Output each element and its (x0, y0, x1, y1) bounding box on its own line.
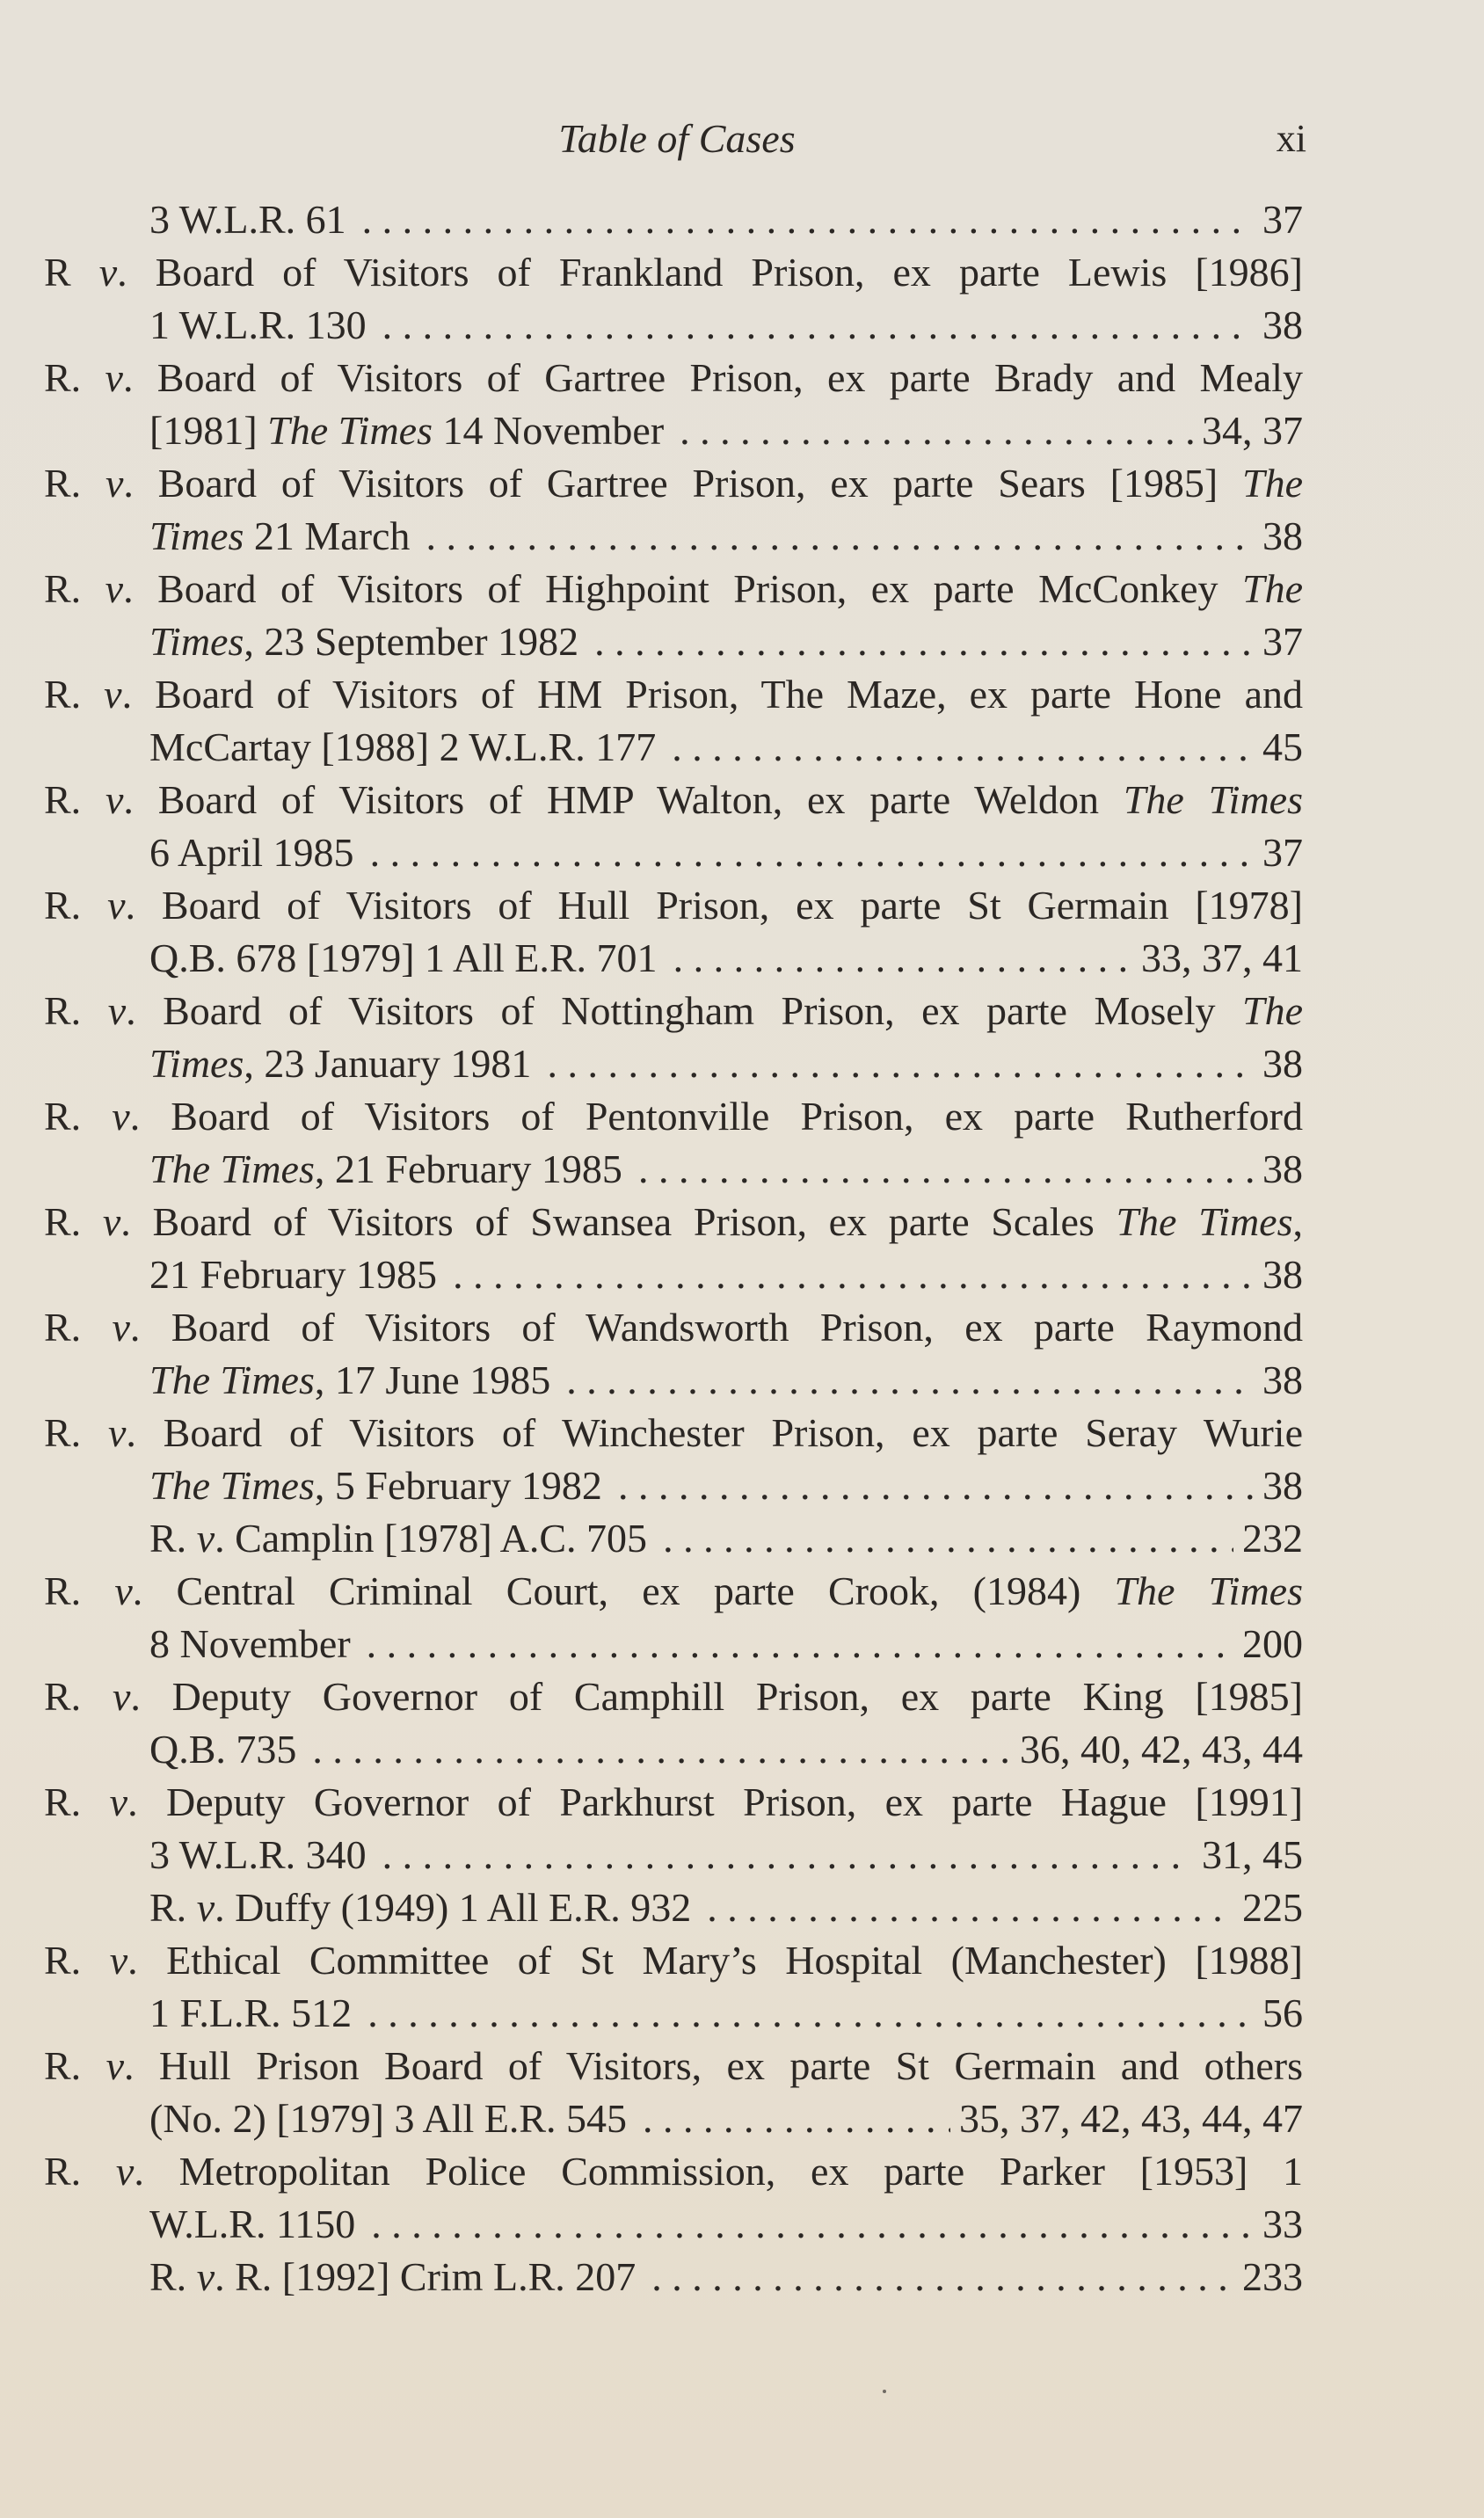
case-entry (44, 563, 1303, 668)
case-text: v (196, 1516, 215, 1561)
case-text: . Camplin [1978] A.C. 705 (215, 1516, 648, 1561)
case-text: v (105, 566, 124, 611)
case-line (44, 2040, 1303, 2092)
case-citation (149, 826, 354, 879)
case-text: . Board of Visitors of Pentonville Prison, ex parte Rutherford (129, 1094, 1303, 1139)
case-text: . Metropolitan Police Commission, ex parte Parker [1953] 1 (134, 2149, 1303, 2194)
running-title: Table of Cases (558, 116, 796, 161)
case-text: R. (44, 2043, 106, 2088)
case-line-with-pages (149, 2092, 1303, 2145)
dot-leader (643, 2092, 950, 2145)
case-text: R. (44, 566, 105, 611)
case-text: 3 W.L.R. 61 (149, 197, 346, 242)
case-entry (44, 2040, 1303, 2145)
case-entry (44, 879, 1303, 985)
case-text: [1981] (149, 408, 268, 453)
case-entry (44, 457, 1303, 563)
case-text: R. (149, 2254, 197, 2299)
case-citation (149, 1829, 367, 1881)
page-references: 31, 45 (1202, 1832, 1303, 1877)
case-citation (149, 2198, 355, 2251)
case-citation (149, 1512, 647, 1565)
case-citation (149, 1987, 352, 2040)
case-citation (149, 1354, 550, 1407)
case-text: The (1242, 566, 1303, 611)
case-text: . Hull Prison Board of Visitors, ex parte St Germain and others (124, 2043, 1303, 2088)
case-line-with-pages (149, 1037, 1303, 1090)
page-references: 37 (1262, 619, 1303, 664)
case-text: 3 W.L.R. 340 (149, 1832, 367, 1877)
page-number: xi (1276, 117, 1306, 160)
dot-leader (382, 1829, 1193, 1881)
case-line-with-pages (149, 2251, 1303, 2303)
case-text: v (109, 1938, 128, 1983)
case-text: v (102, 1199, 121, 1244)
case-text: . Deputy Governor of Parkhurst Prison, ex parte Hague [1991] (127, 1779, 1304, 1824)
case-line (44, 668, 1303, 721)
case-citation (149, 1143, 622, 1196)
case-citation (149, 721, 656, 774)
case-text: . Board of Visitors of Frankland Prison, ex parte Lewis [1986] (117, 250, 1303, 295)
case-text: R. (44, 1674, 113, 1719)
case-text: R. (44, 883, 108, 928)
case-text: . Board of Visitors of Swansea Prison, ex parte Scales (120, 1199, 1117, 1244)
case-text: . Board of Visitors of Highpoint Prison, ex parte McConkey (123, 566, 1242, 611)
case-text: The (1241, 988, 1303, 1033)
case-line-with-pages (149, 1459, 1303, 1512)
case-line (44, 1776, 1304, 1829)
case-text: R. (44, 1305, 113, 1350)
case-text: (No. 2) [1979] 3 All E.R. 545 (149, 2096, 628, 2141)
case-line-with-pages (149, 1354, 1303, 1407)
dot-leader (312, 1723, 1011, 1776)
case-text: , 17 June 1985 (314, 1357, 551, 1402)
case-text: R. (44, 1938, 110, 1983)
case-text: The Times (1123, 777, 1304, 822)
case-line-with-pages (149, 1987, 1303, 2040)
case-text: . R. [1992] Crim L.R. 207 (215, 2254, 637, 2299)
case-entry (44, 1090, 1303, 1196)
case-citation (149, 2092, 627, 2145)
case-text: v (105, 461, 124, 506)
case-entry (44, 985, 1303, 1090)
case-line (44, 246, 1303, 299)
case-line (44, 774, 1304, 826)
case-text: Times (149, 619, 244, 664)
case-text: v (112, 1305, 130, 1350)
case-text: v (114, 1568, 133, 1613)
case-line-with-pages (149, 1618, 1303, 1670)
case-text: v (112, 1674, 131, 1719)
case-text: The Times (267, 408, 433, 453)
case-entry (44, 774, 1303, 879)
case-text: v (105, 355, 123, 400)
case-entry (44, 1881, 1303, 1934)
case-text: v (107, 1410, 127, 1455)
case-text: . Board of Visitors of HMP Walton, ex parte Weldon (123, 777, 1124, 822)
case-citation (149, 1459, 602, 1512)
case-entry (44, 1670, 1303, 1776)
case-line (44, 985, 1303, 1037)
case-text: Times (149, 513, 244, 558)
case-text: R. (44, 988, 108, 1033)
case-line (44, 1407, 1303, 1459)
page-references: 38 (1262, 1252, 1303, 1297)
case-text: v (105, 2043, 124, 2088)
case-text: . Board of Visitors of Nottingham Prison, ex parte Mosely (126, 988, 1242, 1033)
dot-leader (680, 404, 1193, 457)
case-text: R. (149, 1885, 197, 1930)
case-text: R. (44, 1779, 110, 1824)
case-citation (149, 1881, 691, 1934)
dot-leader (547, 1037, 1254, 1090)
case-text: 21 March (244, 513, 411, 558)
case-text: . Deputy Governor of Camphill Prison, ex parte King [1985] (130, 1674, 1303, 1719)
case-text: . Board of Visitors of Hull Prison, ex parte St Germain [1978] (125, 883, 1303, 928)
dot-leader (566, 1354, 1254, 1407)
case-entry (44, 1776, 1303, 1881)
case-text: R. (149, 1516, 197, 1561)
case-text: W.L.R. 1150 (149, 2201, 356, 2246)
case-line-with-pages (149, 1829, 1303, 1881)
case-line (44, 1090, 1303, 1143)
case-entry (44, 668, 1303, 774)
page-references: 34, 37 (1202, 408, 1303, 453)
dot-leader (453, 1248, 1254, 1301)
case-text: , 23 January 1981 (244, 1041, 532, 1086)
case-line-with-pages (149, 193, 1303, 246)
case-entry (44, 1407, 1303, 1512)
case-line-with-pages (149, 932, 1303, 985)
case-entry (44, 2251, 1303, 2303)
case-text: v (112, 1094, 130, 1139)
page-references: 36, 40, 42, 43, 44 (1020, 1727, 1303, 1772)
dot-leader (426, 510, 1254, 563)
case-line (44, 1301, 1303, 1354)
case-text: The Times (1116, 1199, 1293, 1244)
case-citation (149, 404, 664, 457)
page-references: 33 (1262, 2201, 1303, 2246)
case-entry (44, 2145, 1303, 2251)
case-entry (44, 1512, 1303, 1565)
case-text: The (1242, 461, 1303, 506)
case-text: , 5 February 1982 (314, 1463, 602, 1508)
case-citation (149, 1618, 351, 1670)
page-references: 35, 37, 42, 43, 44, 47 (959, 2096, 1303, 2141)
dot-leader (367, 1618, 1233, 1670)
page-references: 233 (1242, 2254, 1303, 2299)
dot-leader (362, 193, 1254, 246)
case-entry (44, 352, 1303, 457)
page-references: 38 (1262, 1146, 1303, 1191)
case-text: R. (44, 777, 105, 822)
case-line-with-pages (149, 299, 1303, 352)
case-text: . Board of Visitors of Gartree Prison, ex parte Brady and Mealy (122, 355, 1304, 400)
dot-leader (367, 1987, 1254, 2040)
table-of-cases-list (44, 193, 1303, 2303)
dot-leader (370, 826, 1254, 879)
case-text: R. (44, 355, 105, 400)
case-text: v (107, 988, 127, 1033)
case-line-with-pages (149, 510, 1303, 563)
case-text: R. (44, 461, 105, 506)
case-text: v (196, 2254, 215, 2299)
case-text: v (109, 1779, 128, 1824)
case-citation (149, 1037, 531, 1090)
page-references: 225 (1242, 1885, 1303, 1930)
case-text: 6 April 1985 (149, 830, 354, 875)
case-line-with-pages (149, 826, 1303, 879)
case-text: McCartay [1988] 2 W.L.R. 177 (149, 724, 657, 769)
case-text: 1 F.L.R. 512 (149, 1990, 353, 2035)
case-text: . Ethical Committee of St Mary’s Hospital (Manchester) [1988] (127, 1938, 1303, 1983)
case-text: , 23 September 1982 (244, 619, 579, 664)
case-text: Times (149, 1041, 244, 1086)
case-text: Q.B. 678 [1979] 1 All E.R. 701 (149, 935, 658, 980)
case-entry (44, 1565, 1303, 1670)
case-text: . Board of Visitors of Winchester Prison, ex parte Seray Wurie (126, 1410, 1303, 1455)
page-references: 38 (1262, 1041, 1303, 1086)
case-citation (149, 1248, 437, 1301)
case-line-with-pages (149, 1512, 1303, 1565)
case-text: v (196, 1885, 215, 1930)
case-line-with-pages (149, 1248, 1303, 1301)
case-line-with-pages (149, 1143, 1303, 1196)
case-text: The Times (149, 1357, 315, 1402)
case-text: R. (44, 2149, 116, 2194)
case-text: v (98, 250, 118, 295)
case-text: . Board of Visitors of Wandsworth Prison, ex parte Raymond (129, 1305, 1303, 1350)
case-text: . Board of Visitors of HM Prison, The Maze, ex parte Hone and (121, 672, 1303, 717)
case-citation (149, 299, 367, 352)
case-line-with-pages (149, 2198, 1303, 2251)
case-text: 1 W.L.R. 130 (149, 302, 367, 347)
page-references: 33, 37, 41 (1141, 935, 1303, 980)
case-line (44, 1670, 1303, 1723)
case-text: 8 November (149, 1621, 351, 1666)
case-text: , (1292, 1199, 1303, 1244)
case-citation (149, 1723, 296, 1776)
case-text: . Duffy (1949) 1 All E.R. 932 (215, 1885, 692, 1930)
page-references: 37 (1262, 830, 1303, 875)
dot-leader (651, 2251, 1233, 2303)
case-text: v (107, 883, 126, 928)
case-line-with-pages (149, 721, 1303, 774)
case-line (44, 457, 1303, 510)
page-references: 38 (1262, 302, 1303, 347)
case-line (44, 1565, 1303, 1618)
dot-leader (618, 1459, 1254, 1512)
case-entry (44, 1934, 1303, 2040)
page-references: 37 (1262, 197, 1303, 242)
case-line-with-pages (149, 615, 1303, 668)
case-text: v (104, 672, 122, 717)
dot-leader (371, 2198, 1254, 2251)
case-line (44, 563, 1303, 615)
case-entry (44, 1196, 1303, 1301)
case-citation (149, 615, 578, 668)
dot-leader (672, 721, 1254, 774)
case-line (44, 1934, 1303, 1987)
page-references: 38 (1262, 1463, 1303, 1508)
case-text: R. (44, 1199, 103, 1244)
case-entry (44, 246, 1303, 352)
case-line (44, 1196, 1303, 1248)
case-text: R (44, 250, 99, 295)
case-text: R. (44, 1094, 113, 1139)
dot-leader (707, 1881, 1233, 1934)
page-references: 38 (1262, 513, 1303, 558)
case-text: The Times (1114, 1568, 1303, 1613)
page-references: 38 (1262, 1357, 1303, 1402)
case-line (44, 2145, 1303, 2198)
dot-leader (382, 299, 1254, 352)
case-line (44, 879, 1303, 932)
case-text: R. (44, 672, 105, 717)
case-citation (149, 193, 346, 246)
dot-leader (594, 615, 1254, 668)
case-text: 14 November (433, 408, 665, 453)
case-text: , 21 February 1985 (314, 1146, 622, 1191)
case-citation (149, 932, 658, 985)
case-text: v (105, 777, 124, 822)
case-text: . Board of Visitors of Gartree Prison, ex parte Sears [1985] (123, 461, 1242, 506)
case-line-with-pages (149, 1881, 1303, 1934)
dot-leader (638, 1143, 1254, 1196)
case-text: 21 February 1985 (149, 1252, 438, 1297)
running-head (0, 113, 1484, 165)
case-line-with-pages (149, 1723, 1303, 1776)
case-text: v (115, 2149, 135, 2194)
case-citation (149, 2251, 636, 2303)
page-references: 200 (1242, 1621, 1303, 1666)
case-entry (44, 1301, 1303, 1407)
case-text: R. (44, 1568, 115, 1613)
page-references: 232 (1242, 1516, 1303, 1561)
case-text: The Times (149, 1463, 315, 1508)
page-references: 45 (1262, 724, 1303, 769)
case-text: R. (44, 1410, 108, 1455)
stray-mark (883, 2390, 886, 2393)
case-line-with-pages (149, 404, 1303, 457)
case-text: Q.B. 735 (149, 1727, 297, 1772)
case-text: . Central Criminal Court, ex parte Crook, (1984) (132, 1568, 1115, 1613)
case-line (44, 352, 1304, 404)
dot-leader (673, 932, 1132, 985)
page-references: 56 (1262, 1990, 1303, 2035)
case-entry (44, 193, 1303, 246)
case-text: The Times (149, 1146, 315, 1191)
dot-leader (663, 1512, 1233, 1565)
case-citation (149, 510, 410, 563)
